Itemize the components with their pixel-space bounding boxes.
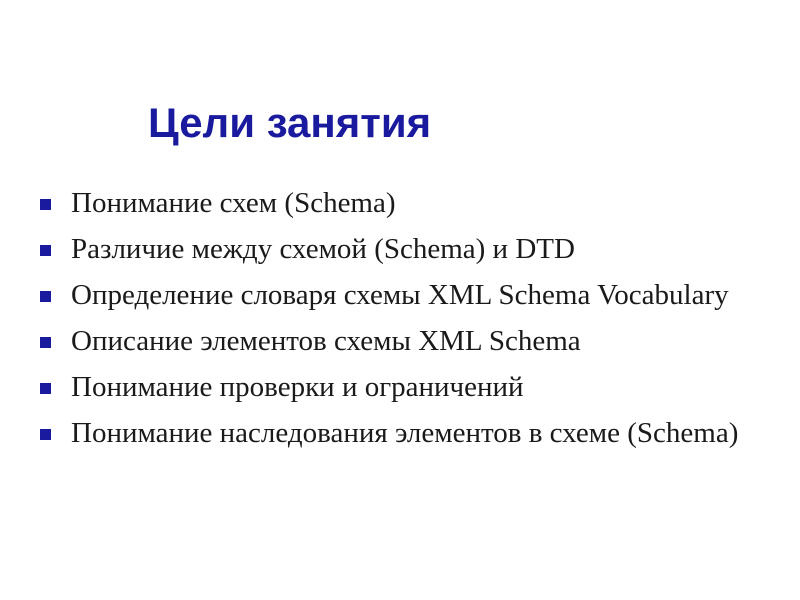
bullet-text: Понимание схем (Schema)	[71, 187, 396, 219]
square-bullet-icon	[40, 337, 51, 348]
slide-title: Цели занятия	[148, 99, 432, 146]
square-bullet-icon	[40, 199, 51, 210]
bullet-text: Различие между схемой (Schema) и DTD	[71, 233, 575, 265]
square-bullet-icon	[40, 429, 51, 440]
bullet-text: Понимание проверки и ограничений	[71, 371, 524, 403]
bullet-text: Понимание наследования элементов в схеме (Schema)	[71, 417, 739, 449]
square-bullet-icon	[40, 383, 51, 394]
bullet-item	[40, 185, 760, 222]
bullet-item	[40, 231, 760, 268]
bullet-text: Определение словаря схемы XML Schema Vocabulary	[71, 279, 729, 311]
bullet-list	[40, 185, 760, 461]
square-bullet-icon	[40, 291, 51, 302]
bullet-item	[40, 277, 760, 314]
bullet-item	[40, 369, 760, 406]
square-bullet-icon	[40, 245, 51, 256]
bullet-item	[40, 415, 760, 452]
bullet-text: Описание элементов схемы XML Schema	[71, 325, 581, 357]
bullet-item	[40, 323, 760, 360]
